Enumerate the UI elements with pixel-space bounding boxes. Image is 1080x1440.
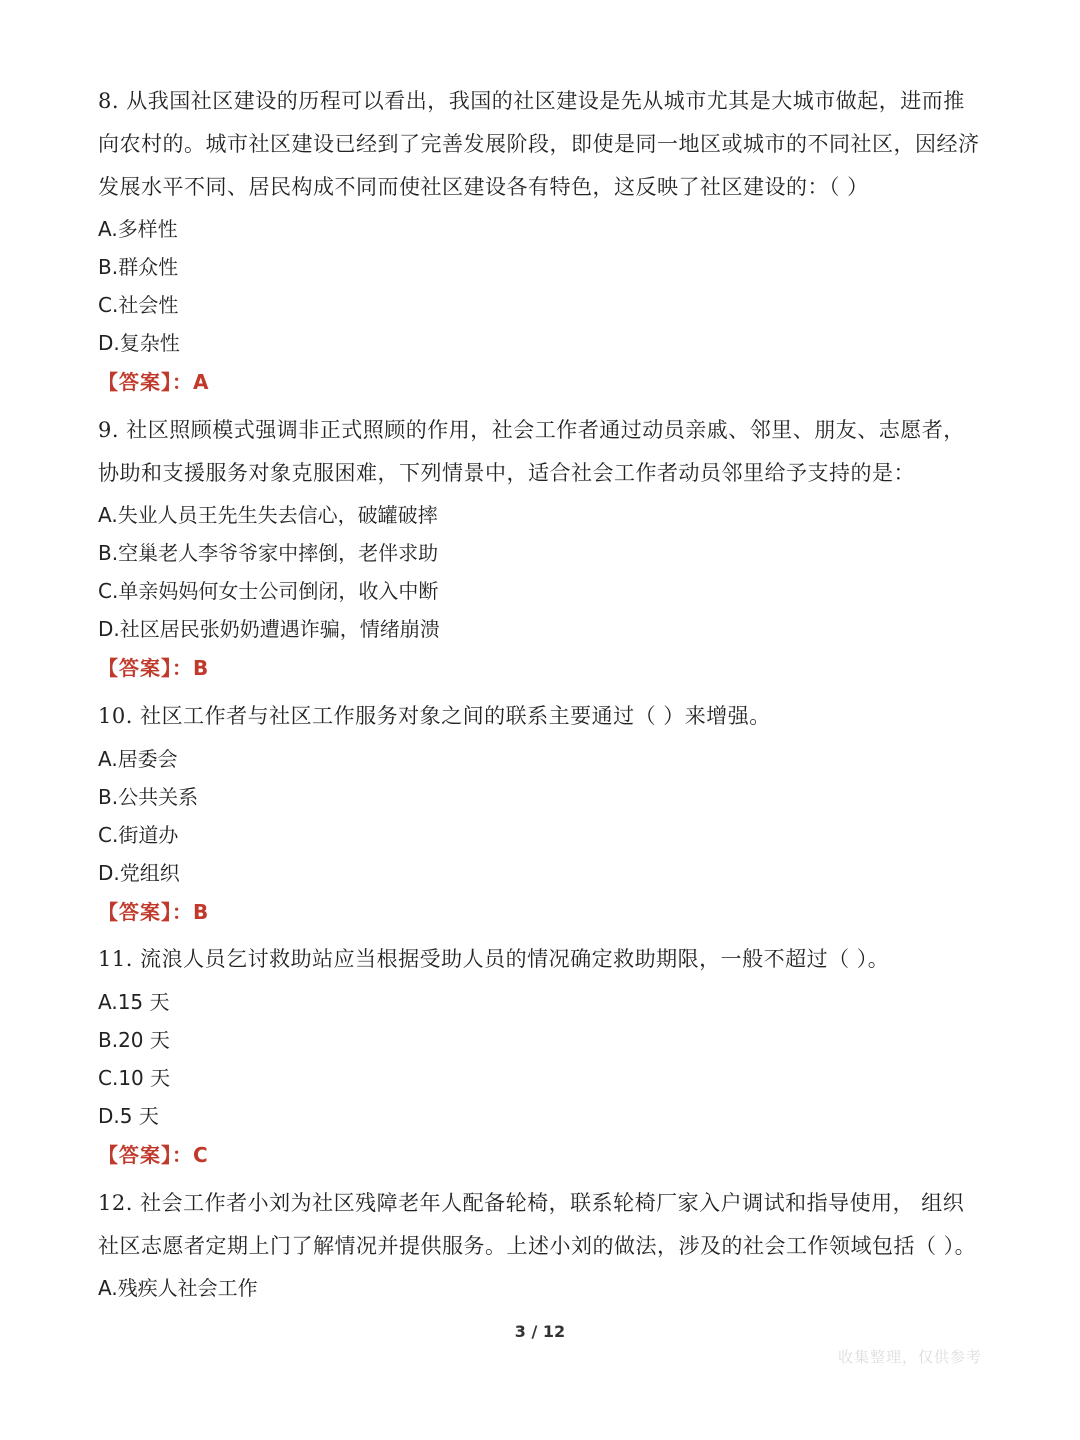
question-11-option-c: C.10 天: [98, 1066, 171, 1090]
question-10-answer: 【答案】：B: [98, 900, 210, 924]
question-10-option-a: A.居委会: [98, 747, 178, 771]
question-11-option-b: B.20 天: [98, 1028, 170, 1052]
question-12-option-a: A.残疾人社会工作: [98, 1276, 258, 1300]
question-9-option-c: C.单亲妈妈何女士公司倒闭，收入中断: [98, 579, 439, 603]
question-10-option-c: C.街道办: [98, 823, 179, 847]
question-9-option-a: A.失业人员王先生失去信心，破罐破摔: [98, 503, 438, 527]
question-8-option-d: D.复杂性: [98, 331, 180, 355]
question-10-option-d: D.党组织: [98, 861, 180, 885]
question-9-stem: 9. 社区照顾模式强调非正式照顾的作用，社会工作者通过动员亲戚、邻里、朋友、志愿者，协助和支援服务对象克服困难，下列情景中，适合社会工作者动员邻里给予支持的是：: [98, 418, 965, 485]
question-11-option-a: A.15 天: [98, 990, 170, 1014]
question-9-option-d: D.社区居民张奶奶遭遇诈骗，情绪崩溃: [98, 617, 440, 641]
question-8-option-a: A.多样性: [98, 217, 178, 241]
question-8-stem: 8. 从我国社区建设的历程可以看出，我国的社区建设是先从城市尤其是大城市做起，进而推向农村的。城市社区建设已经到了完善发展阶段，即使是同一地区或城市的不同社区，因经济发展水平不同、居民构成不同而使社区建设各有特色，这反映了社区建设的：（ ）: [98, 89, 980, 199]
question-12-stem: 12. 社会工作者小刘为社区残障老年人配备轮椅，联系轮椅厂家入户调试和指导使用， 组织社区志愿者定期上门了解情况并提供服务。上述小刘的做法，涉及的社会工作领域包括（ ）。: [98, 1191, 977, 1258]
question-8-option-b: B.群众性: [98, 255, 179, 279]
question-8-answer: 【答案】：A: [98, 370, 210, 394]
question-10-option-b: B.公共关系: [98, 785, 199, 809]
question-11-option-d: D.5 天: [98, 1104, 159, 1128]
question-8-option-c: C.社会性: [98, 293, 179, 317]
question-11-stem: 11. 流浪人员乞讨救助站应当根据受助人员的情况确定救助期限，一般不超过（ ）。: [98, 947, 890, 971]
question-9-option-b: B.空巢老人李爷爷家中摔倒，老伴求助: [98, 541, 439, 565]
question-10-stem: 10. 社区工作者与社区工作服务对象之间的联系主要通过（ ）来增强。: [98, 704, 771, 728]
question-11-answer: 【答案】：C: [98, 1143, 209, 1167]
question-9-answer: 【答案】：B: [98, 656, 210, 680]
page-number: 3 / 12: [514, 1322, 566, 1341]
watermark: 收集整理，仅供参考: [837, 1348, 982, 1366]
